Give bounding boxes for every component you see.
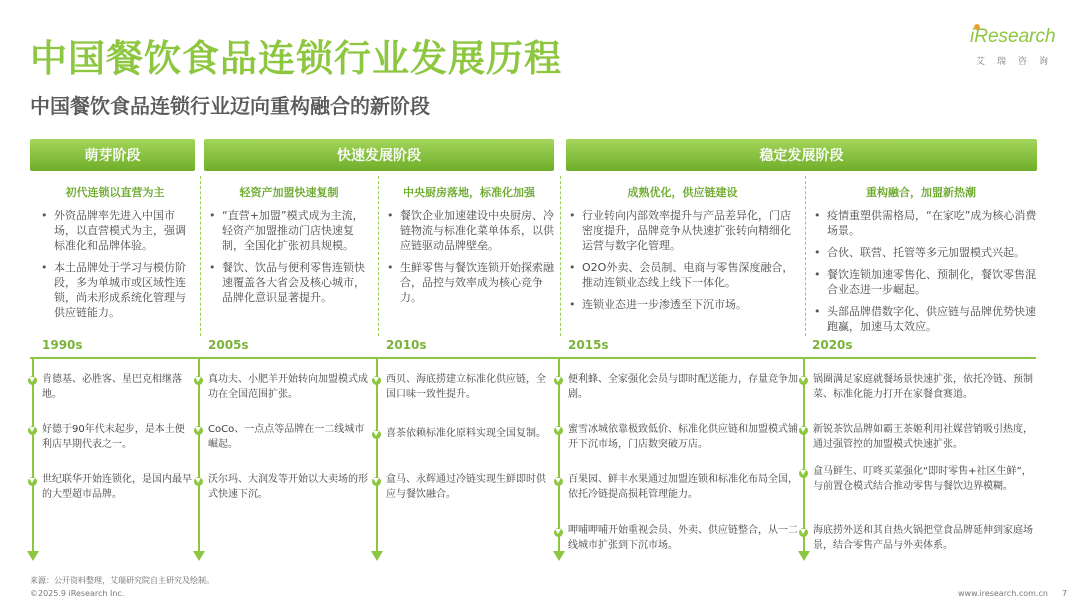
- event-text: 盒马、永辉通过冷链实现生鲜即时供应与餐饮融合。: [386, 474, 546, 500]
- year-label: 2015s: [568, 338, 609, 352]
- list-item: • 餐饮连锁加速零售化、预制化，餐饮零售混合业态进一步崛起。: [811, 267, 1037, 297]
- event-text: 世纪联华开始连锁化，是国内最早的大型超市品牌。: [42, 474, 192, 500]
- list-item: • 本土品牌处于学习与模仿阶段，多为单城市或区域性连锁，尚未形成系统化管理与供应链能力。: [38, 260, 194, 320]
- event-text: 沃尔玛、大润发等开始以大卖场的形式快速下沉。: [208, 474, 368, 500]
- timeline-dot-icon: [372, 477, 381, 486]
- column-divider: [805, 176, 806, 336]
- column-heading: 初代连锁以直营为主: [65, 186, 165, 199]
- timeline-dot-icon: [554, 376, 563, 385]
- list-item: • 合伙、联营、托管等多元加盟模式兴起。: [811, 245, 1037, 260]
- column-body: [38, 208, 194, 327]
- page-title: 中国餐饮食品连锁行业发展历程: [30, 37, 562, 80]
- column-heading: 中央厨房落地，标准化加强: [403, 186, 535, 199]
- source-note: 来源：公开资料整理，艾瑞研究院自主研究及绘制。: [30, 576, 214, 585]
- year-label: 2020s: [812, 338, 853, 352]
- arrow-down-icon: [371, 551, 383, 561]
- list-item: • 外资品牌率先进入中国市场，以直营模式为主，强调标准化和品牌体验。: [38, 208, 194, 253]
- year-label: 2010s: [386, 338, 427, 352]
- timeline-dot-icon: [799, 528, 808, 537]
- event-text: 好德于90年代末起步，是本土便利店早期代表之一。: [42, 424, 185, 450]
- list-item: • O2O外卖、会员制、电商与零售深度融合，推动连锁业态线上线下一体化。: [566, 260, 800, 290]
- timeline-dot-icon: [554, 477, 563, 486]
- list-item: • 餐饮、饮品与便利零售连锁快速覆盖各大省会及核心城市，品牌化意识显著提升。: [206, 260, 372, 305]
- column-heading: 重构融合，加盟新热潮: [866, 186, 976, 199]
- timeline-dot-icon: [799, 426, 808, 435]
- website-link[interactable]: www.iresearch.com.cn: [958, 589, 1048, 598]
- timeline-dot-icon: [28, 426, 37, 435]
- timeline-dot-icon: [194, 477, 203, 486]
- event-text: 锅圈满足家庭就餐场景快速扩张，依托冷链、预制菜、标准化能力打开在家餐食赛道。: [813, 374, 1033, 400]
- event-text: 西贝、海底捞建立标准化供应链，全国口味一致性提升。: [386, 374, 546, 400]
- list-item: • 餐饮企业加速建设中央厨房、冷链物流与标准化菜单体系，以供应链驱动品牌壁垒。: [384, 208, 554, 253]
- arrow-down-icon: [27, 551, 39, 561]
- timeline-dot-icon: [194, 426, 203, 435]
- event-text: 肯德基、必胜客、星巴克相继落地。: [42, 374, 182, 400]
- event-text: 呷哺呷哺开始重视会员、外卖、供应链整合，从一二线城市扩张到下沉市场。: [568, 525, 798, 551]
- timeline-dot-icon: [799, 469, 808, 478]
- list-item: • 行业转向内部效率提升与产品差异化，门店密度提升，品牌竞争从快速扩张转向精细化运营与数字化管理。: [566, 208, 800, 253]
- timeline-line: [558, 359, 560, 551]
- list-item: • 头部品牌借数字化、供应链与品牌优势快速跑赢，加速马太效应。: [811, 304, 1037, 334]
- timeline-dot-icon: [372, 430, 381, 439]
- column-body: [566, 208, 800, 319]
- event-text: 海底捞外送和其自热火锅把堂食品牌延伸到家庭场景，结合零售产品与外卖体系。: [813, 525, 1033, 551]
- timeline-line: [198, 359, 200, 551]
- event-text: 新锐茶饮品牌如霸王茶姬利用社媒营销吸引热度，通过强管控的加盟模式快速扩张。: [813, 424, 1033, 450]
- column-divider: [378, 176, 379, 336]
- event-text: 便利蜂、全家强化会员与即时配送能力，存量竞争加剧。: [568, 374, 798, 400]
- timeline-line: [32, 359, 34, 551]
- timeline-dot-icon: [194, 376, 203, 385]
- list-item: • 连锁业态进一步渗透至下沉市场。: [566, 297, 800, 312]
- timeline-dot-icon: [554, 426, 563, 435]
- timeline-line: [803, 359, 805, 551]
- event-text: 蜜雪冰城依靠极致低价、标准化供应链和加盟模式铺开下沉市场，门店数突破万店。: [568, 424, 798, 450]
- list-item: • “直营+加盟”模式成为主流，轻资产加盟推动门店快速复制，全国化扩张初具规模。: [206, 208, 372, 253]
- logo-brand: iResearch: [970, 26, 1056, 47]
- event-text: 喜茶依赖标准化原料实现全国复制。: [386, 428, 546, 439]
- timeline-dot-icon: [799, 376, 808, 385]
- year-label: 1990s: [42, 338, 83, 352]
- iresearch-logo: [970, 26, 1062, 74]
- column-heading: 轻资产加盟快速复制: [239, 186, 339, 199]
- timeline-dot-icon: [554, 528, 563, 537]
- list-item: • 生鲜零售与餐饮连锁开始探索融合，品控与效率成为核心竞争力。: [384, 260, 554, 305]
- timeline-dot-icon: [28, 477, 37, 486]
- page-subtitle: 中国餐饮食品连锁行业迈向重构融合的新阶段: [30, 94, 430, 118]
- timeline-axis: [30, 357, 1036, 359]
- year-label: 2005s: [208, 338, 249, 352]
- logo-subtitle: 艾瑞咨询: [976, 57, 1061, 67]
- event-text: 盒马鲜生、叮咚买菜强化“即时零售+社区生鲜”，与前置仓模式结合推动零售与餐饮边界模糊。: [813, 466, 1032, 492]
- event-text: 百果园、鲜丰水果通过加盟连锁和标准化布局全国，依托冷链提高损耗管理能力。: [568, 474, 798, 500]
- timeline-line: [376, 359, 378, 551]
- phase-banner-sprout: 萌芽阶段: [30, 139, 195, 171]
- arrow-down-icon: [193, 551, 205, 561]
- column-body: [384, 208, 554, 312]
- copyright: ©2025.9 iResearch Inc.: [30, 589, 125, 598]
- arrow-down-icon: [553, 551, 565, 561]
- page-number: 7: [1062, 589, 1068, 598]
- event-text: CoCo、一点点等品牌在一二线城市崛起。: [208, 424, 365, 450]
- column-body: [206, 208, 372, 312]
- timeline-dot-icon: [28, 376, 37, 385]
- phase-banner-rapid: 快速发展阶段: [204, 139, 554, 171]
- column-body: [811, 208, 1037, 341]
- phase-banner-stable: 稳定发展阶段: [566, 139, 1037, 171]
- list-item: • 疫情重塑供需格局，“在家吃”成为核心消费场景。: [811, 208, 1037, 238]
- event-text: 真功夫、小肥羊开始转向加盟模式成功在全国范围扩张。: [208, 374, 368, 400]
- timeline-dot-icon: [372, 376, 381, 385]
- column-heading: 成熟优化，供应链建设: [627, 186, 738, 199]
- column-divider: [200, 176, 201, 336]
- column-divider: [560, 176, 561, 336]
